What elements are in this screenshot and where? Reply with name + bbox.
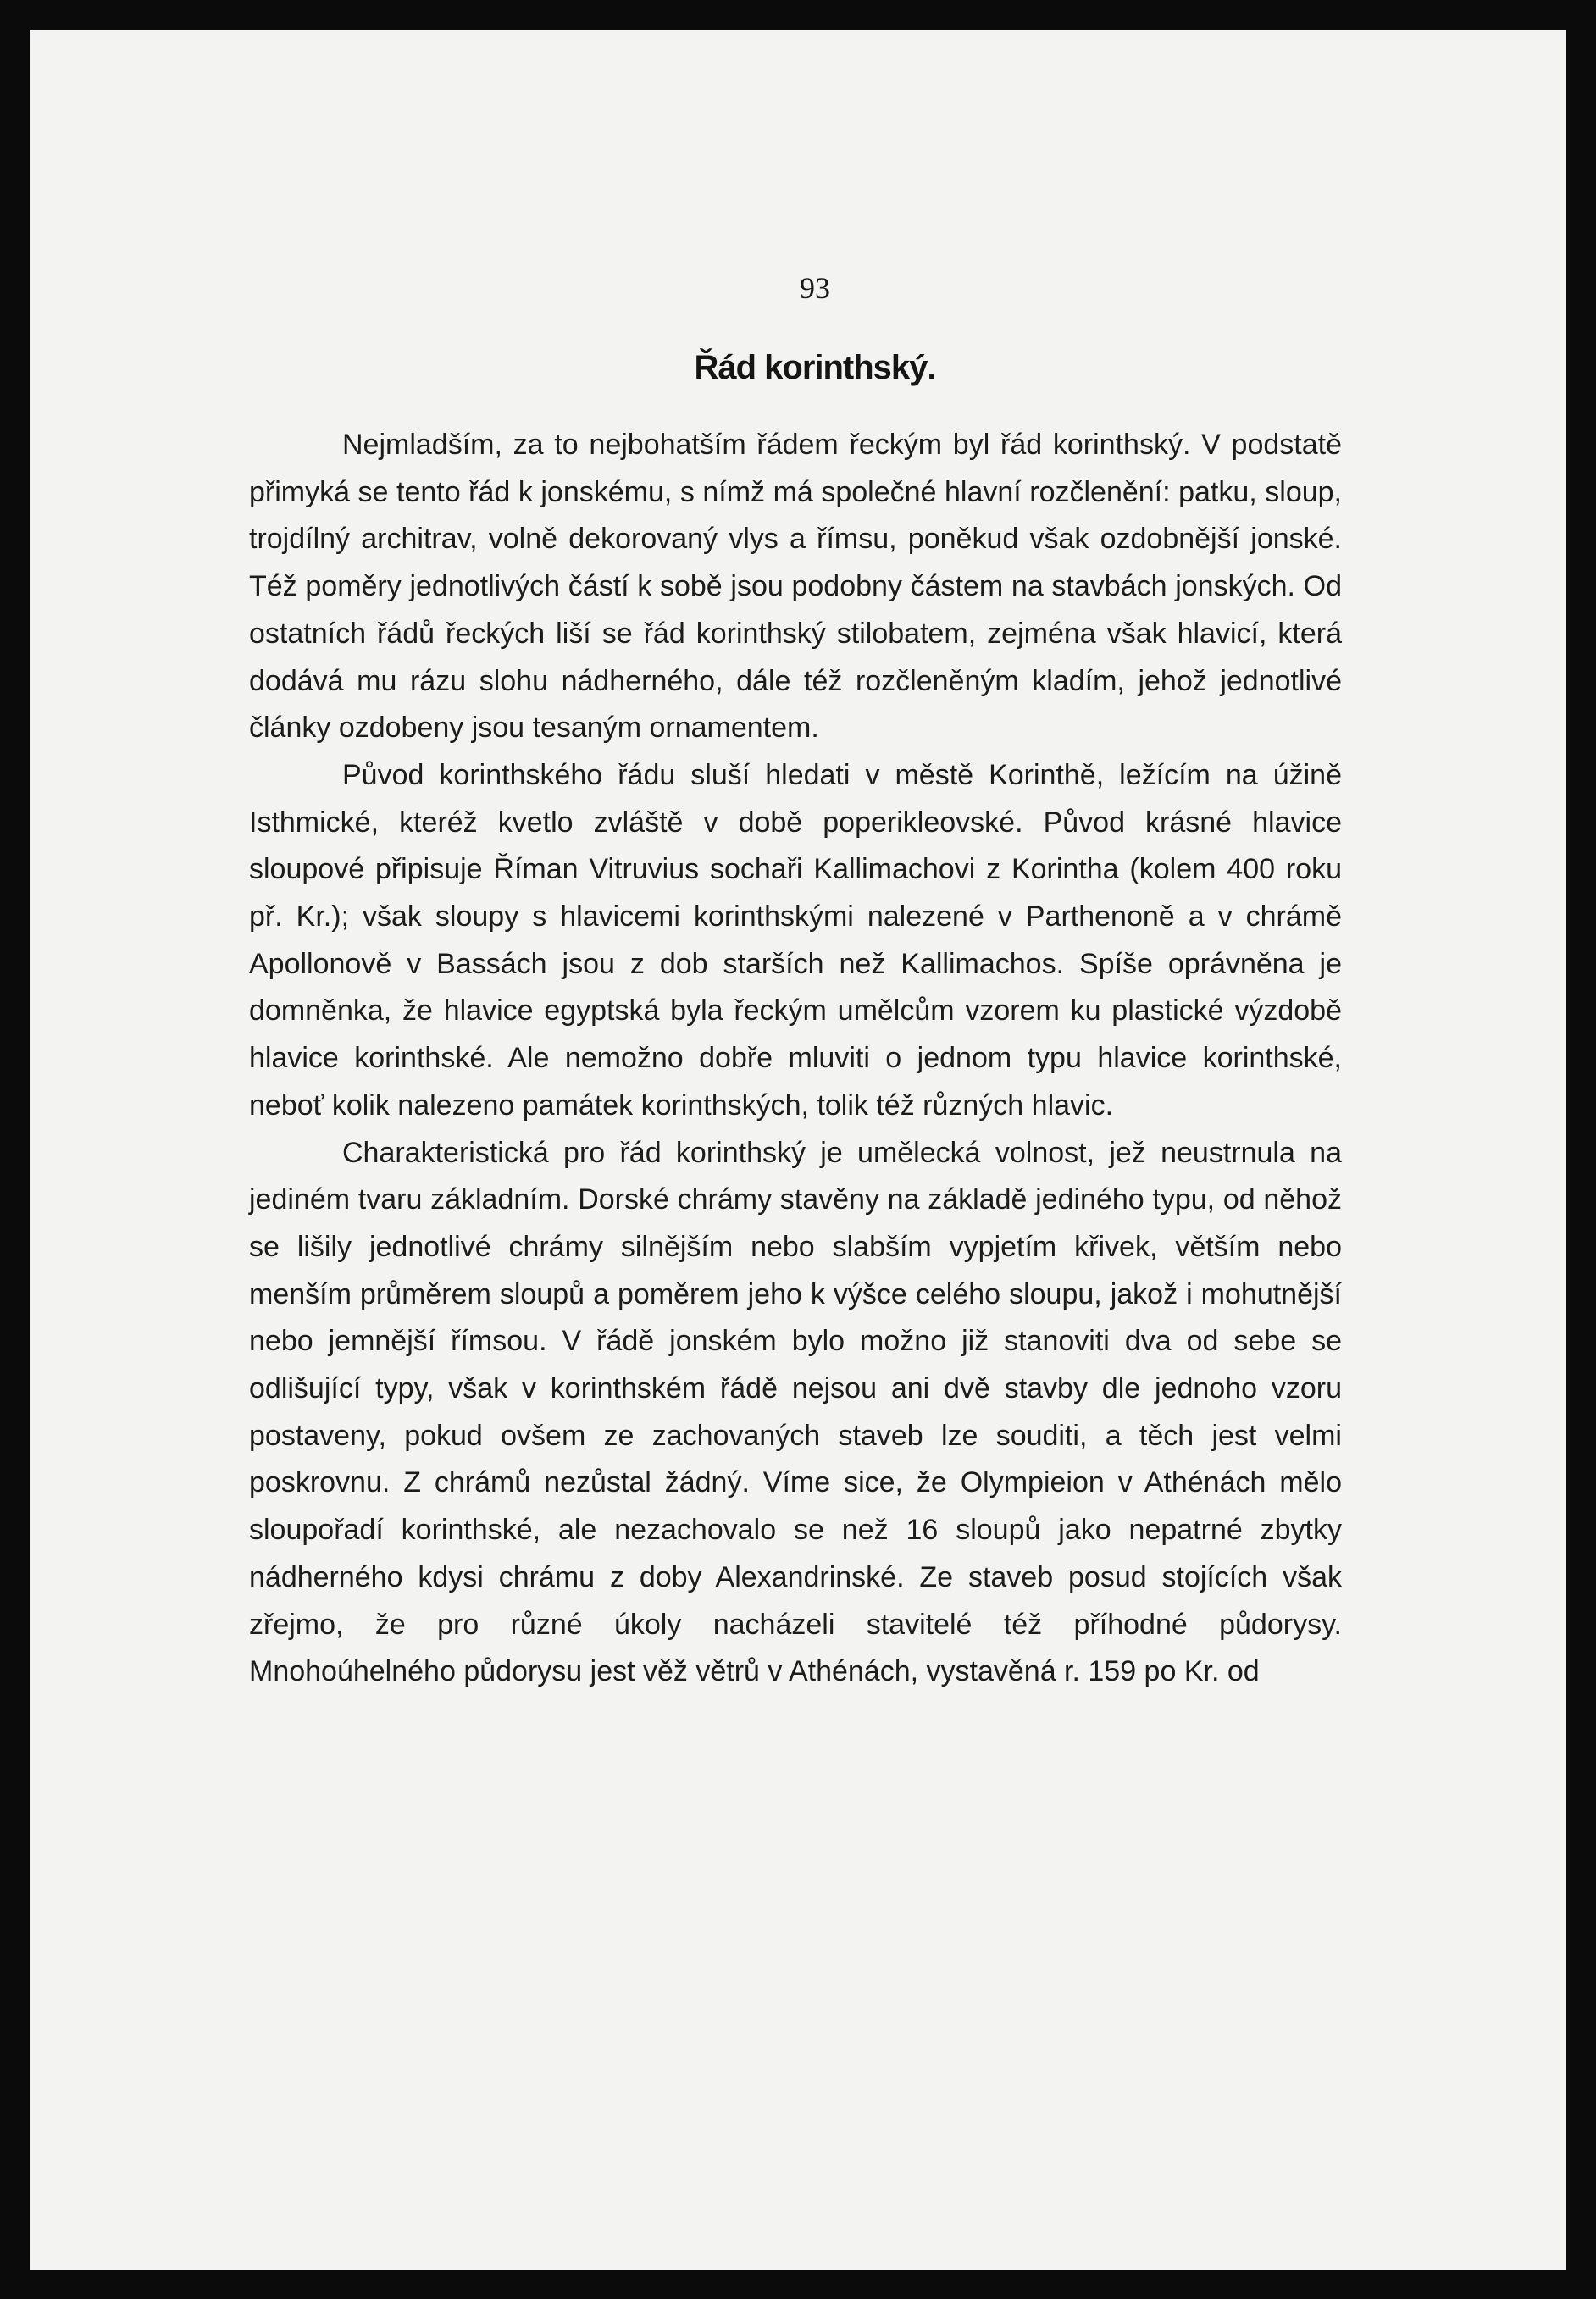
book-page [30,30,1566,2270]
paragraph-1: Nejmladším, za to nejbohatším řádem řeckým byl řád korinthský. V podstatě přimyká se tento řád k jonskému, s nímž má společné hlavní rozčlenění: patku, sloup, trojdílný architrav, volně dekorovaný vlys a římsu, poněkud však ozdobnější jonské. Též poměry jednotlivých částí k sobě jsou podobny částem na stavbách jonských. Od ostatních řádů řeckých liší se řád korinthský stilobatem, zejména však hlavicí, která dodává mu rázu slohu nádherného, dále též rozčleněným kladím, jehož jednotlivé články ozdobeny jsou tesaným ornamentem. [249,429,1342,745]
body-text [249,422,1342,1696]
chapter-title: Řád korinthský. [694,349,936,386]
paragraph-2: Původ korinthského řádu sluší hledati v městě Korinthě, ležícím na úžině Isthmické, kteréž kvetlo zvláště v době poperikleovské. Původ krásné hlavice sloupové připisuje Říman Vitruvius sochaři Kallimachovi z Korintha (kolem 400 roku př. Kr.); však sloupy s hlavicemi korinthskými nalezené v Parthenoně a v chrámě Apollonově v Bassách jsou z dob starších než Kallimachos. Spíše oprávněna je domněnka, že hlavice egyptská byla řeckým umělcům vzorem ku plastické výzdobě hlavice korinthské. Ale nemožno dobře mluviti o jednom typu hlavice korinthské, neboť kolik nalezeno památek korinthských, tolik též různých hlavic. [249,758,1342,1122]
paragraph-3: Charakteristická pro řád korinthský je umělecká volnost, jež neustrnula na jediném tvaru základním. Dorské chrámy stavěny na základě jediného typu, od něhož se lišily jednotlivé chrámy silnějším nebo slabším vypjetím křivek, větším nebo menším průměrem sloupů a poměrem jeho k výšce celého sloupu, jakož i mohutnější nebo jemnější římsou. V řádě jonském bylo možno již stanoviti dva od sebe se odlišující typy, však v korinthském řádě nejsou ani dvě stavby dle jednoho vzoru postaveny, pokud ovšem ze zachovaných staveb lze souditi, a těch jest velmi poskrovnu. Z chrámů nezůstal žádný. Víme sice, že Olympieion v Athénách mělo sloupořadí korinthské, ale nezachovalo se než 16 sloupů jako nepatrné zbytky nádherného kdysi chrámu z doby Alexandrinské. Ze staveb posud stojících však zřejmo, že pro různé úkoly nacházeli stavitelé též příhodné půdorysy. Mnohoúhelného půdorysu jest věž větrů v Athénách, vystavěná r. 159 po Kr. od [249,1136,1342,1688]
page-number: 93 [800,271,830,305]
